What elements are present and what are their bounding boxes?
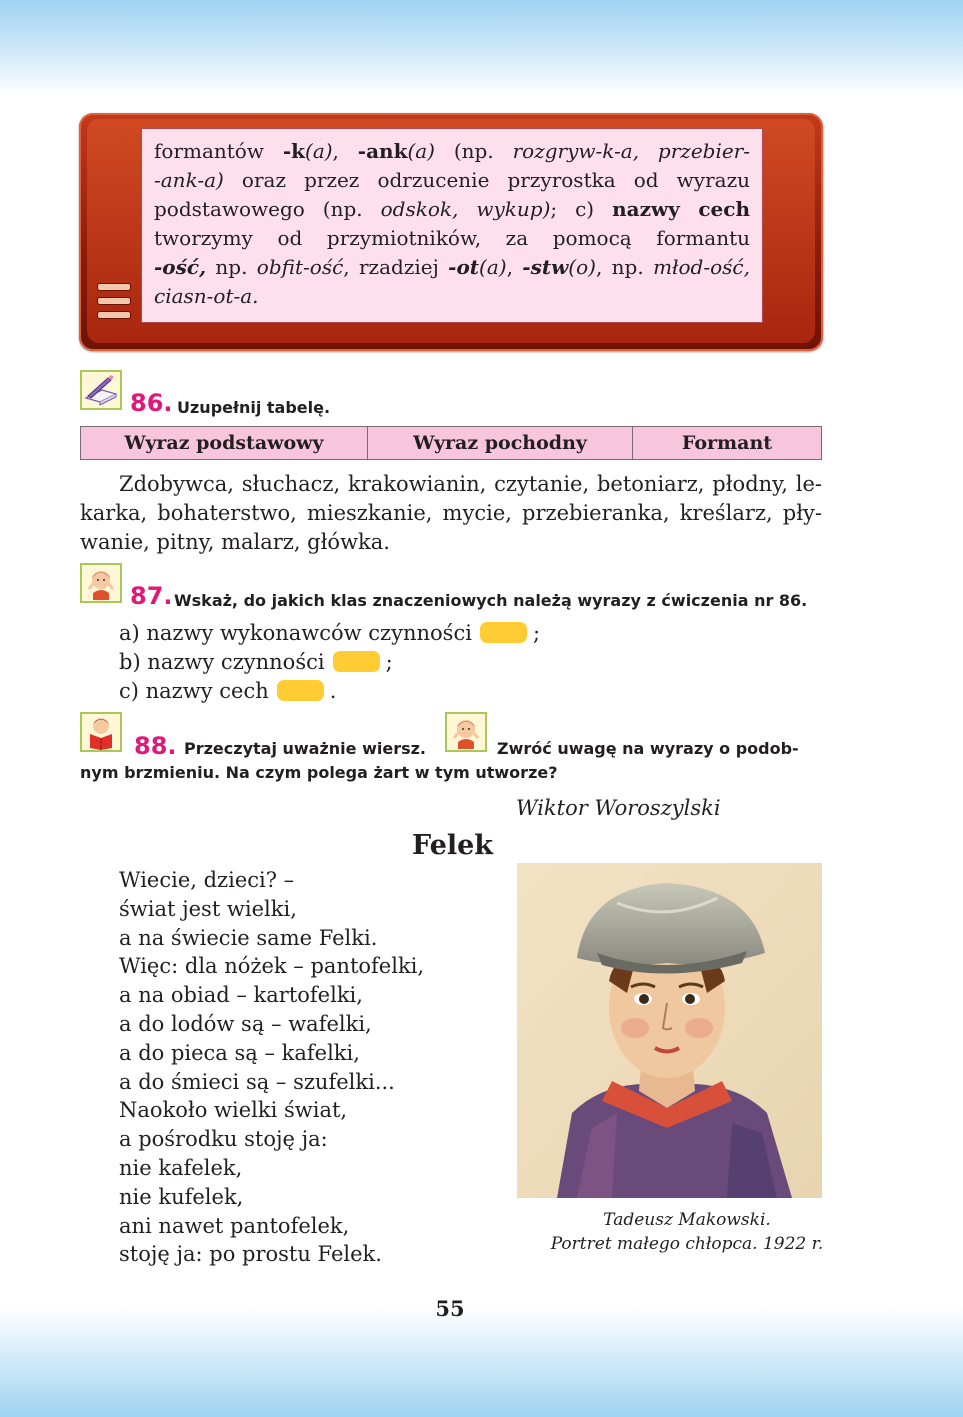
answer-slot[interactable] xyxy=(480,622,527,643)
list-item: b) nazwy czynności ; xyxy=(119,650,393,674)
exercise-87-instruction: Wskaż, do jakich klas znaczeniowych należą wyrazy z ćwiczenia nr 86. xyxy=(174,591,808,610)
poem-line: Wiecie, dzieci? – xyxy=(119,868,295,892)
table-header-derived-word: Wyraz pochodny xyxy=(368,427,633,460)
exercise-86-number: 86. xyxy=(130,389,173,417)
page-number: 55 xyxy=(435,1296,465,1321)
thinking-girl-icon xyxy=(80,563,122,603)
caption-line1: Tadeusz Makowski. xyxy=(603,1210,771,1230)
poem-text xyxy=(119,866,424,1269)
exercise-86-word-list xyxy=(80,470,822,557)
bottom-gradient-band xyxy=(0,1307,963,1417)
pencil-book-icon xyxy=(80,370,122,410)
poem-line: Naokoło wielki świat, xyxy=(119,1098,348,1123)
word-list-line: Zdobywca, słuchacz, krakowianin, czytanie, betoniarz, płodny, le- xyxy=(119,472,822,496)
poem-line: a do lodów są – wafelki, xyxy=(119,1011,372,1036)
poem-author: Wiktor Woroszylski xyxy=(516,796,721,820)
poem-line: a na obiad – kartofelki, xyxy=(119,983,363,1008)
rule-box-text xyxy=(141,128,763,323)
reading-boy-icon xyxy=(80,712,122,752)
poem-title: Felek xyxy=(412,830,494,861)
rule-text-line: podstawowego (np. odskok, wykup); c) nazwy cech xyxy=(154,197,750,221)
poem-line: nie kufelek, xyxy=(119,1184,244,1209)
poem-line: a do pieca są – kafelki, xyxy=(119,1040,360,1065)
answer-slot[interactable] xyxy=(333,651,380,672)
poem-line: świat jest wielki, xyxy=(119,896,297,921)
table-header-formant: Formant xyxy=(633,427,822,460)
exercise-86-table xyxy=(80,426,822,460)
rule-box-decor-slots xyxy=(97,283,131,325)
rule-text-line: formantów -k(a), -ank(a) (np. rozgryw-k-a, przebier- xyxy=(154,139,750,163)
list-item: c) nazwy cech . xyxy=(119,679,337,703)
top-gradient-band xyxy=(0,0,963,95)
portrait-painting xyxy=(517,863,822,1198)
portrait-caption xyxy=(517,1208,857,1256)
exercise-88-instruction-part2: Zwróć uwagę na wyrazy o podob- xyxy=(497,739,799,758)
word-list-line: karka, bohaterstwo, mieszkanie, mycie, przebieranka, kreślarz, pły- xyxy=(80,501,822,525)
poem-line: a pośrodku stoję ja: xyxy=(119,1127,328,1152)
rule-text-line: -ank-a) oraz przez odrzucenie przyrostka od wyrazu xyxy=(154,168,750,192)
poem-line: stoję ja: po prostu Felek. xyxy=(119,1242,382,1267)
rule-text-line: tworzymy od przymiotników, za pomocą formantu xyxy=(154,226,750,250)
exercise-86-instruction: Uzupełnij tabelę. xyxy=(177,398,331,417)
poem-line: ani nawet pantofelek, xyxy=(119,1213,350,1238)
exercise-87-list xyxy=(119,619,540,706)
rule-text-line: ciasn-ot-a. xyxy=(154,284,259,308)
thinking-girl-icon xyxy=(445,712,487,752)
caption-line2: Portret małego chłopca. 1922 r. xyxy=(550,1234,824,1254)
poem-line: a do śmieci są – szufelki... xyxy=(119,1069,395,1094)
rule-text-line: -ość, np. obfit-ość, rzadziej -ot(a), -stw(o), np. młod-ość, xyxy=(154,255,750,279)
poem-line: nie kafelek, xyxy=(119,1155,243,1180)
exercise-88-instruction-part1: Przeczytaj uważnie wiersz. xyxy=(184,739,427,758)
exercise-88-instruction-line2: nym brzmieniu. Na czym polega żart w tym utworze? xyxy=(80,763,558,782)
exercise-87-number: 87. xyxy=(130,582,173,610)
answer-slot[interactable] xyxy=(277,680,324,701)
word-list-line: wanie, pitny, malarz, główka. xyxy=(80,530,390,554)
list-item: a) nazwy wykonawców czynności ; xyxy=(119,621,541,645)
table-header-base-word: Wyraz podstawowy xyxy=(81,427,368,460)
poem-line: Więc: dla nóżek – pantofelki, xyxy=(119,954,425,979)
poem-line: a na świecie same Felki. xyxy=(119,925,378,950)
exercise-88-number: 88. xyxy=(134,732,177,760)
